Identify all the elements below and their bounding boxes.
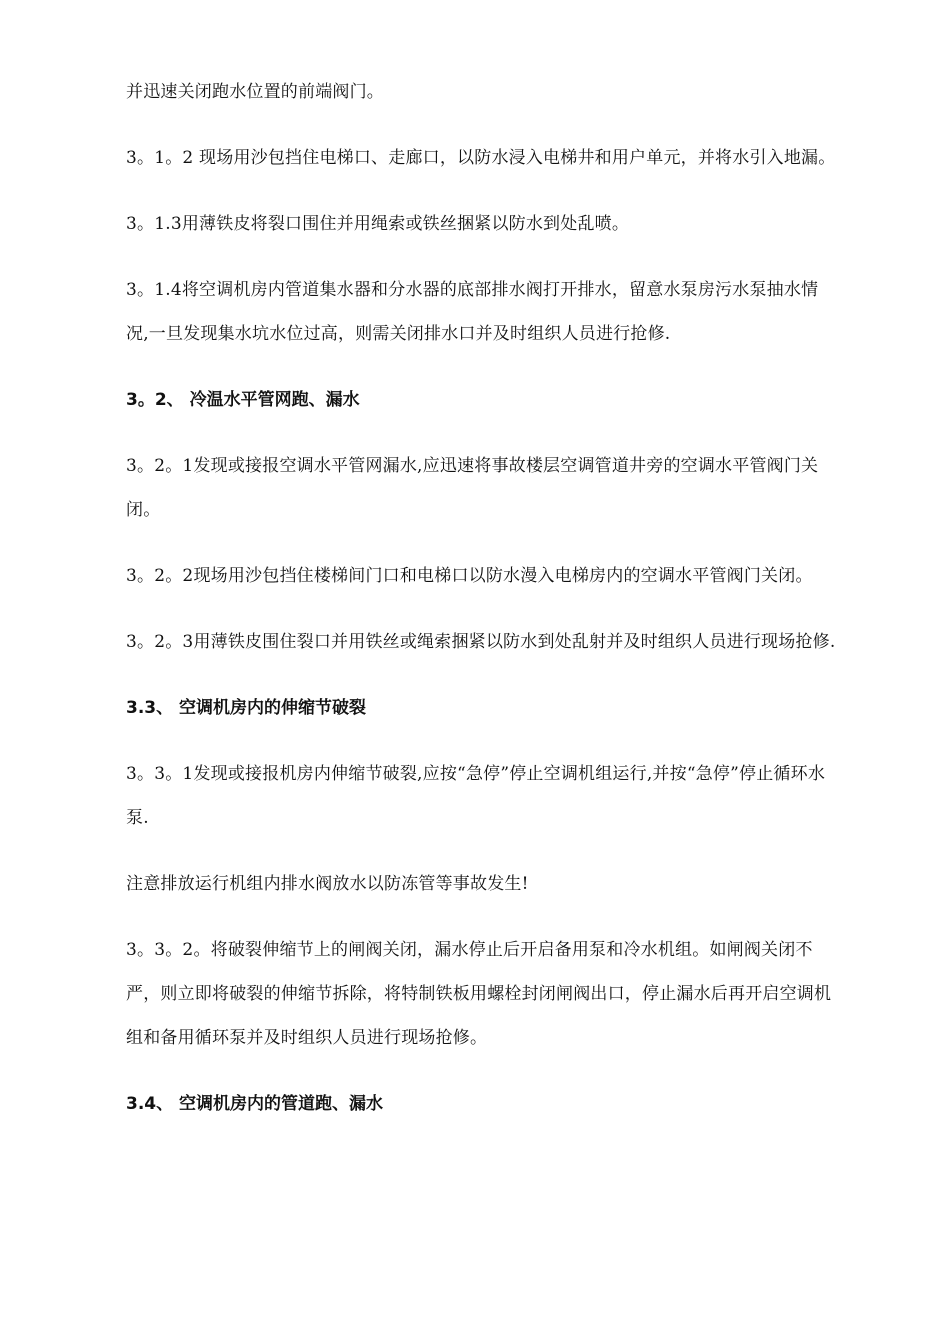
paragraph: 注意排放运行机组内排水阀放水以防冻管等事故发生! xyxy=(126,874,529,894)
paragraph: 3。3。1发现或接报机房内伸缩节破裂,应按“急停”停止空调机组运行,并按“急停”停止循环水泵. xyxy=(126,764,826,828)
paragraph: 3。1.3用薄铁皮将裂口围住并用绳索或铁丝捆紧以防水到处乱喷。 xyxy=(126,214,630,234)
paragraph: 3。2。2现场用沙包挡住楼梯间门口和电梯口以防水漫入电梯房内的空调水平管阀门关闭。 xyxy=(126,566,813,586)
paragraph: 3。1.4将空调机房内管道集水器和分水器的底部排水阀打开排水，留意水泵房污水泵抽水情况,一旦发现集水坑水位过高，则需关闭排水口并及时组织人员进行抢修. xyxy=(126,280,819,344)
section-heading: 3。2、 冷温水平管网跑、漏水 xyxy=(126,390,360,410)
paragraph: 并迅速关闭跑水位置的前端阀门。 xyxy=(126,82,384,102)
paragraph: 3。2。1发现或接报空调水平管网漏水,应迅速将事故楼层空调管道井旁的空调水平管阀门关闭。 xyxy=(126,456,819,520)
paragraph: 3。2。3用薄铁皮围住裂口并用铁丝或绳索捆紧以防水到处乱射并及时组织人员进行现场抢修. xyxy=(126,632,836,652)
section-heading: 3.4、 空调机房内的管道跑、漏水 xyxy=(126,1094,384,1114)
paragraph: 3。1。2 现场用沙包挡住电梯口、走廊口，以防水浸入电梯井和用户单元，并将水引入地漏。 xyxy=(126,148,836,168)
paragraph: 3。3。2。将破裂伸缩节上的闸阀关闭，漏水停止后开启备用泵和冷水机组。如闸阀关闭不严，则立即将破裂的伸缩节拆除，将特制铁板用螺栓封闭闸阀出口，停止漏水后再开启空调机组和备用循环泵并及时组织人员进行现场抢修。 xyxy=(126,940,832,1048)
section-heading: 3.3、 空调机房内的伸缩节破裂 xyxy=(126,698,367,718)
document-page xyxy=(126,70,838,1148)
